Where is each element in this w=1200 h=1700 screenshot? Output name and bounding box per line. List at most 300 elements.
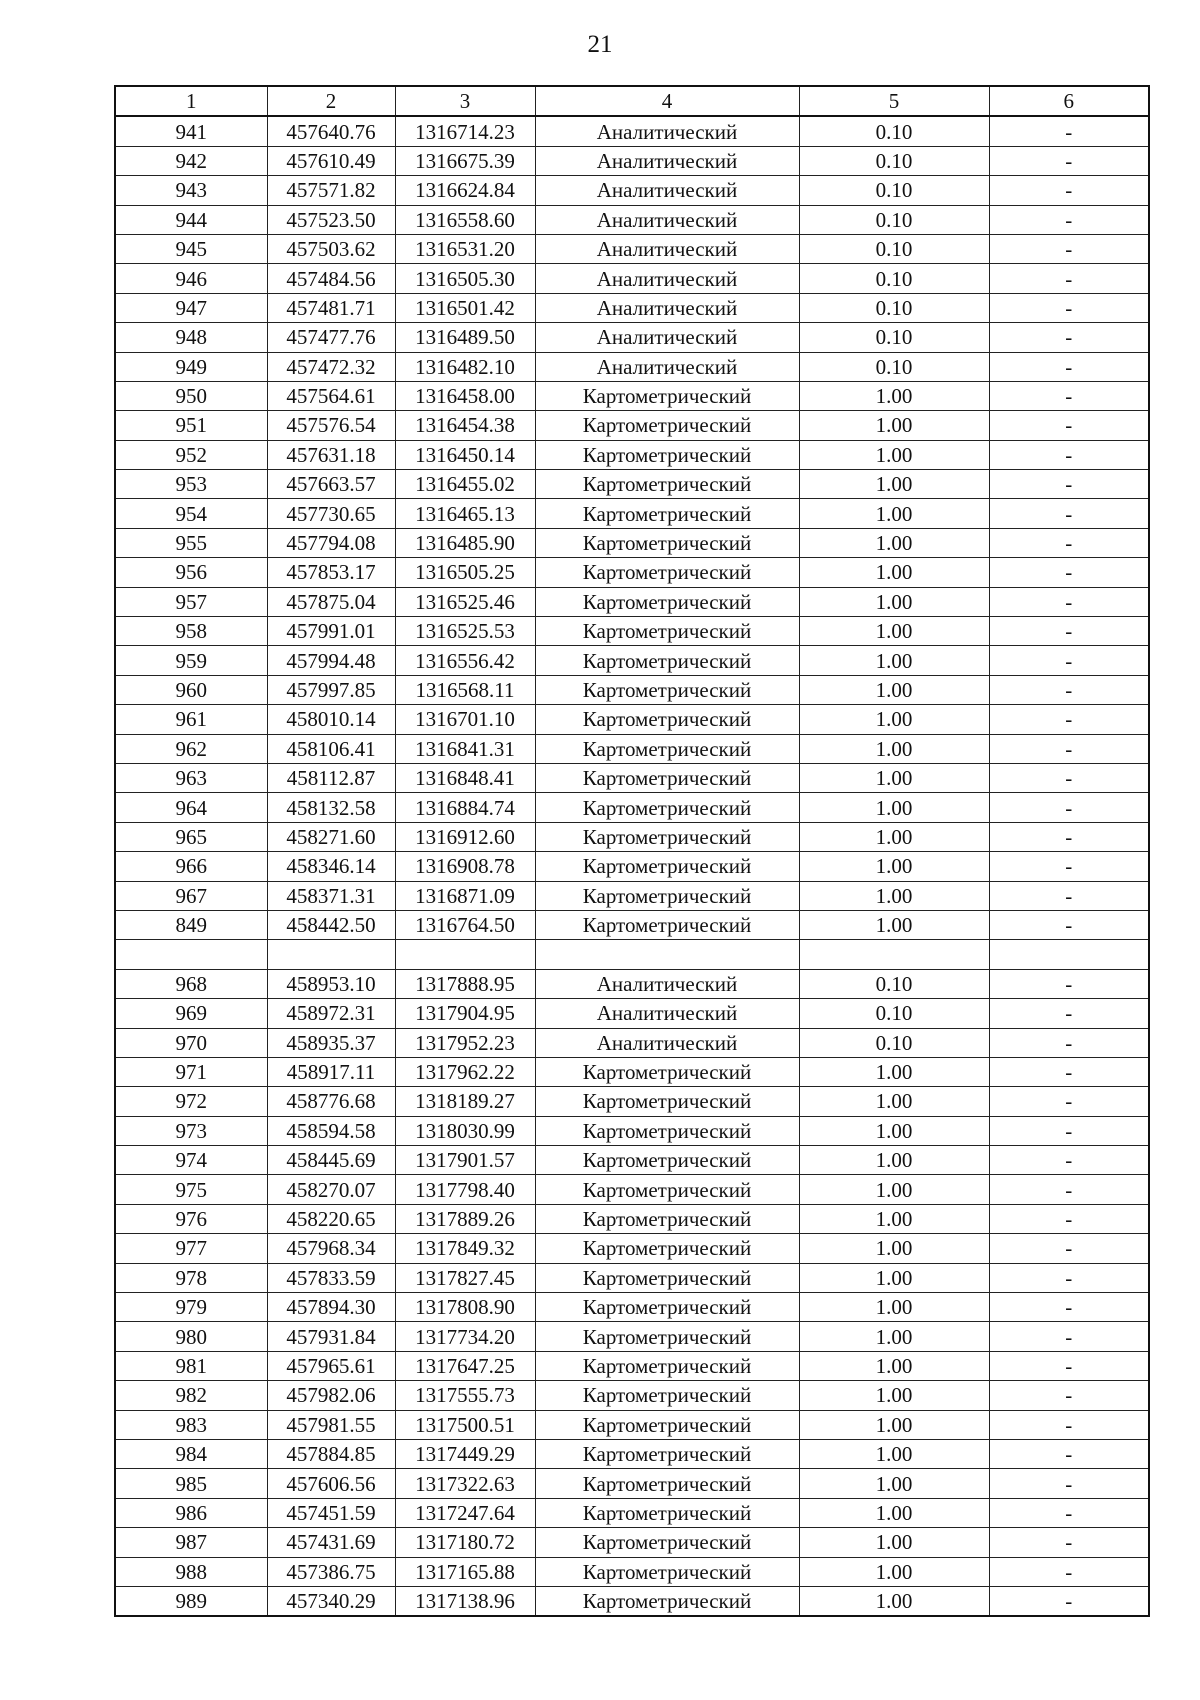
point-number-cell: 949 [115,352,267,381]
y-coordinate-cell: 1317827.45 [395,1263,535,1292]
x-coordinate-cell: 457853.17 [267,558,395,587]
y-coordinate-cell: 1316531.20 [395,234,535,263]
accuracy-cell: 1.00 [799,793,989,822]
method-cell: Картометрический [535,1439,799,1468]
accuracy-cell: 0.10 [799,1028,989,1057]
table-row [115,822,1149,851]
table-row [115,1028,1149,1057]
column-header-3: 3 [395,86,535,116]
point-number-cell: 961 [115,705,267,734]
table-row [115,499,1149,528]
y-coordinate-cell: 1317734.20 [395,1322,535,1351]
table-row [115,1557,1149,1586]
y-coordinate-cell: 1318030.99 [395,1116,535,1145]
y-coordinate-cell: 1316525.46 [395,587,535,616]
y-coordinate-cell: 1316465.13 [395,499,535,528]
note-cell [989,940,1149,969]
table-row [115,675,1149,704]
accuracy-cell: 1.00 [799,1204,989,1233]
y-coordinate-cell: 1317849.32 [395,1234,535,1263]
accuracy-cell: 1.00 [799,1410,989,1439]
x-coordinate-cell: 457965.61 [267,1351,395,1380]
point-number-cell: 979 [115,1293,267,1322]
note-cell: - [989,381,1149,410]
table-row [115,1322,1149,1351]
point-number-cell: 970 [115,1028,267,1057]
x-coordinate-cell: 457968.34 [267,1234,395,1263]
method-cell: Картометрический [535,1087,799,1116]
column-header-5: 5 [799,86,989,116]
x-coordinate-cell: 457931.84 [267,1322,395,1351]
table-row [115,1204,1149,1233]
y-coordinate-cell: 1316455.02 [395,470,535,499]
column-header-1: 1 [115,86,267,116]
table-row [115,411,1149,440]
point-number-cell: 953 [115,470,267,499]
note-cell: - [989,558,1149,587]
method-cell: Картометрический [535,793,799,822]
method-cell: Картометрический [535,852,799,881]
table-row [115,1586,1149,1616]
x-coordinate-cell: 457523.50 [267,205,395,234]
point-number-cell: 968 [115,969,267,998]
note-cell: - [989,1087,1149,1116]
y-coordinate-cell: 1316458.00 [395,381,535,410]
point-number-cell: 975 [115,1175,267,1204]
point-number-cell: 976 [115,1204,267,1233]
x-coordinate-cell [267,940,395,969]
accuracy-cell: 0.10 [799,999,989,1028]
point-number-cell: 957 [115,587,267,616]
point-number-cell: 973 [115,1116,267,1145]
accuracy-cell: 1.00 [799,558,989,587]
table-body [115,116,1149,1616]
coordinates-table [114,85,1150,1617]
method-cell: Картометрический [535,1175,799,1204]
accuracy-cell: 1.00 [799,910,989,939]
accuracy-cell: 1.00 [799,440,989,469]
method-cell: Картометрический [535,1469,799,1498]
note-cell: - [989,470,1149,499]
note-cell: - [989,646,1149,675]
point-number-cell: 963 [115,763,267,792]
x-coordinate-cell: 458270.07 [267,1175,395,1204]
y-coordinate-cell: 1316558.60 [395,205,535,234]
method-cell: Картометрический [535,881,799,910]
y-coordinate-cell: 1317180.72 [395,1528,535,1557]
accuracy-cell: 1.00 [799,1116,989,1145]
table-row [115,1146,1149,1175]
table-row [115,558,1149,587]
point-number-cell: 982 [115,1381,267,1410]
method-cell: Картометрический [535,440,799,469]
table-row [115,587,1149,616]
column-header-2: 2 [267,86,395,116]
note-cell: - [989,881,1149,910]
note-cell: - [989,323,1149,352]
point-number-cell: 966 [115,852,267,881]
note-cell: - [989,205,1149,234]
point-number-cell: 985 [115,1469,267,1498]
y-coordinate-cell: 1317165.88 [395,1557,535,1586]
x-coordinate-cell: 458271.60 [267,822,395,851]
method-cell: Картометрический [535,822,799,851]
method-cell: Картометрический [535,910,799,939]
y-coordinate-cell: 1317449.29 [395,1439,535,1468]
table-row [115,352,1149,381]
method-cell: Картометрический [535,675,799,704]
table-row [115,116,1149,146]
table-row [115,323,1149,352]
accuracy-cell: 1.00 [799,1439,989,1468]
accuracy-cell: 1.00 [799,1263,989,1292]
y-coordinate-cell: 1316871.09 [395,881,535,910]
x-coordinate-cell: 458132.58 [267,793,395,822]
note-cell: - [989,1498,1149,1527]
accuracy-cell: 0.10 [799,234,989,263]
note-cell: - [989,675,1149,704]
point-number-cell: 977 [115,1234,267,1263]
method-cell: Картометрический [535,734,799,763]
table-row [115,1175,1149,1204]
method-cell: Картометрический [535,1293,799,1322]
accuracy-cell: 1.00 [799,1234,989,1263]
x-coordinate-cell: 458112.87 [267,763,395,792]
accuracy-cell: 1.00 [799,705,989,734]
table-row [115,234,1149,263]
table-row [115,940,1149,969]
accuracy-cell: 1.00 [799,587,989,616]
y-coordinate-cell: 1317247.64 [395,1498,535,1527]
table-row [115,969,1149,998]
x-coordinate-cell: 457610.49 [267,146,395,175]
note-cell: - [989,1410,1149,1439]
note-cell: - [989,793,1149,822]
y-coordinate-cell: 1317555.73 [395,1381,535,1410]
method-cell: Аналитический [535,1028,799,1057]
point-number-cell: 965 [115,822,267,851]
point-number-cell: 980 [115,1322,267,1351]
method-cell: Картометрический [535,763,799,792]
method-cell: Картометрический [535,1322,799,1351]
accuracy-cell: 0.10 [799,205,989,234]
x-coordinate-cell: 458917.11 [267,1057,395,1086]
x-coordinate-cell: 457994.48 [267,646,395,675]
note-cell: - [989,1116,1149,1145]
y-coordinate-cell: 1317901.57 [395,1146,535,1175]
note-cell: - [989,234,1149,263]
table-row [115,617,1149,646]
accuracy-cell: 0.10 [799,969,989,998]
method-cell: Картометрический [535,470,799,499]
table-row [115,705,1149,734]
method-cell: Аналитический [535,293,799,322]
note-cell: - [989,176,1149,205]
point-number-cell: 987 [115,1528,267,1557]
accuracy-cell: 1.00 [799,852,989,881]
accuracy-cell: 1.00 [799,1351,989,1380]
accuracy-cell: 1.00 [799,1087,989,1116]
table-row [115,1528,1149,1557]
method-cell: Картометрический [535,705,799,734]
y-coordinate-cell: 1317904.95 [395,999,535,1028]
note-cell: - [989,528,1149,557]
accuracy-cell: 1.00 [799,1322,989,1351]
table-row [115,440,1149,469]
accuracy-cell: 1.00 [799,734,989,763]
x-coordinate-cell: 457472.32 [267,352,395,381]
x-coordinate-cell: 458953.10 [267,969,395,998]
accuracy-cell: 1.00 [799,1293,989,1322]
accuracy-cell: 1.00 [799,646,989,675]
y-coordinate-cell: 1317888.95 [395,969,535,998]
table-row [115,1439,1149,1468]
column-header-6: 6 [989,86,1149,116]
y-coordinate-cell: 1317322.63 [395,1469,535,1498]
point-number-cell: 943 [115,176,267,205]
x-coordinate-cell: 458106.41 [267,734,395,763]
x-coordinate-cell: 457631.18 [267,440,395,469]
y-coordinate-cell: 1316675.39 [395,146,535,175]
x-coordinate-cell: 457730.65 [267,499,395,528]
note-cell: - [989,587,1149,616]
method-cell: Картометрический [535,1234,799,1263]
table-row [115,1116,1149,1145]
method-cell: Картометрический [535,646,799,675]
x-coordinate-cell: 458935.37 [267,1028,395,1057]
method-cell: Картометрический [535,1263,799,1292]
accuracy-cell: 1.00 [799,1586,989,1616]
accuracy-cell: 1.00 [799,1057,989,1086]
table-row [115,734,1149,763]
y-coordinate-cell: 1316505.25 [395,558,535,587]
table-row [115,1410,1149,1439]
x-coordinate-cell: 457794.08 [267,528,395,557]
method-cell: Аналитический [535,969,799,998]
table-row [115,470,1149,499]
y-coordinate-cell: 1317808.90 [395,1293,535,1322]
y-coordinate-cell: 1317500.51 [395,1410,535,1439]
point-number-cell: 952 [115,440,267,469]
method-cell [535,940,799,969]
y-coordinate-cell: 1317889.26 [395,1204,535,1233]
point-number-cell: 967 [115,881,267,910]
note-cell: - [989,1557,1149,1586]
note-cell: - [989,1146,1149,1175]
note-cell: - [989,1234,1149,1263]
method-cell: Аналитический [535,999,799,1028]
table-row [115,1263,1149,1292]
point-number-cell: 959 [115,646,267,675]
table-row [115,1351,1149,1380]
x-coordinate-cell: 457884.85 [267,1439,395,1468]
method-cell: Аналитический [535,176,799,205]
point-number-cell: 972 [115,1087,267,1116]
note-cell: - [989,1528,1149,1557]
method-cell: Картометрический [535,1057,799,1086]
x-coordinate-cell: 457833.59 [267,1263,395,1292]
note-cell: - [989,617,1149,646]
note-cell: - [989,999,1149,1028]
x-coordinate-cell: 457564.61 [267,381,395,410]
note-cell: - [989,440,1149,469]
y-coordinate-cell: 1316764.50 [395,910,535,939]
point-number-cell: 956 [115,558,267,587]
x-coordinate-cell: 458346.14 [267,852,395,881]
note-cell: - [989,293,1149,322]
method-cell: Картометрический [535,1116,799,1145]
method-cell: Картометрический [535,1204,799,1233]
y-coordinate-cell: 1316505.30 [395,264,535,293]
x-coordinate-cell: 457606.56 [267,1469,395,1498]
accuracy-cell: 1.00 [799,675,989,704]
method-cell: Картометрический [535,528,799,557]
point-number-cell: 988 [115,1557,267,1586]
y-coordinate-cell: 1317138.96 [395,1586,535,1616]
point-number-cell [115,940,267,969]
x-coordinate-cell: 457640.76 [267,116,395,146]
note-cell: - [989,264,1149,293]
note-cell: - [989,734,1149,763]
y-coordinate-cell [395,940,535,969]
table-row [115,763,1149,792]
point-number-cell: 969 [115,999,267,1028]
table-header-row [115,86,1149,116]
point-number-cell: 955 [115,528,267,557]
x-coordinate-cell: 457431.69 [267,1528,395,1557]
point-number-cell: 984 [115,1439,267,1468]
y-coordinate-cell: 1317647.25 [395,1351,535,1380]
note-cell: - [989,705,1149,734]
note-cell: - [989,1469,1149,1498]
y-coordinate-cell: 1316489.50 [395,323,535,352]
x-coordinate-cell: 457997.85 [267,675,395,704]
point-number-cell: 954 [115,499,267,528]
y-coordinate-cell: 1316908.78 [395,852,535,881]
point-number-cell: 974 [115,1146,267,1175]
x-coordinate-cell: 458220.65 [267,1204,395,1233]
method-cell: Картометрический [535,1381,799,1410]
y-coordinate-cell: 1316841.31 [395,734,535,763]
note-cell: - [989,411,1149,440]
table-row [115,1234,1149,1263]
point-number-cell: 986 [115,1498,267,1527]
accuracy-cell: 1.00 [799,470,989,499]
note-cell: - [989,969,1149,998]
method-cell: Картометрический [535,1528,799,1557]
table-row [115,293,1149,322]
point-number-cell: 983 [115,1410,267,1439]
x-coordinate-cell: 458371.31 [267,881,395,910]
table-row [115,528,1149,557]
x-coordinate-cell: 458972.31 [267,999,395,1028]
point-number-cell: 978 [115,1263,267,1292]
table-row [115,881,1149,910]
y-coordinate-cell: 1316454.38 [395,411,535,440]
table-row [115,176,1149,205]
x-coordinate-cell: 457991.01 [267,617,395,646]
note-cell: - [989,1293,1149,1322]
column-header-4: 4 [535,86,799,116]
y-coordinate-cell: 1316701.10 [395,705,535,734]
accuracy-cell: 0.10 [799,323,989,352]
table-row [115,793,1149,822]
accuracy-cell: 1.00 [799,528,989,557]
table-row [115,999,1149,1028]
y-coordinate-cell: 1316884.74 [395,793,535,822]
y-coordinate-cell: 1316482.10 [395,352,535,381]
note-cell: - [989,1175,1149,1204]
x-coordinate-cell: 457484.56 [267,264,395,293]
accuracy-cell: 1.00 [799,381,989,410]
table-row [115,1057,1149,1086]
y-coordinate-cell: 1317952.23 [395,1028,535,1057]
note-cell: - [989,763,1149,792]
method-cell: Картометрический [535,1557,799,1586]
method-cell: Картометрический [535,617,799,646]
point-number-cell: 941 [115,116,267,146]
y-coordinate-cell: 1317962.22 [395,1057,535,1086]
x-coordinate-cell: 457481.71 [267,293,395,322]
method-cell: Картометрический [535,1146,799,1175]
note-cell: - [989,1351,1149,1380]
x-coordinate-cell: 457503.62 [267,234,395,263]
table-row [115,1498,1149,1527]
x-coordinate-cell: 457663.57 [267,470,395,499]
x-coordinate-cell: 457576.54 [267,411,395,440]
table-row [115,852,1149,881]
accuracy-cell: 0.10 [799,176,989,205]
y-coordinate-cell: 1318189.27 [395,1087,535,1116]
method-cell: Аналитический [535,352,799,381]
y-coordinate-cell: 1316556.42 [395,646,535,675]
method-cell: Картометрический [535,381,799,410]
y-coordinate-cell: 1316485.90 [395,528,535,557]
point-number-cell: 947 [115,293,267,322]
x-coordinate-cell: 458442.50 [267,910,395,939]
x-coordinate-cell: 457571.82 [267,176,395,205]
accuracy-cell: 1.00 [799,1469,989,1498]
method-cell: Аналитический [535,116,799,146]
x-coordinate-cell: 458776.68 [267,1087,395,1116]
method-cell: Картометрический [535,1351,799,1380]
note-cell: - [989,1204,1149,1233]
y-coordinate-cell: 1316848.41 [395,763,535,792]
x-coordinate-cell: 457894.30 [267,1293,395,1322]
table-row [115,146,1149,175]
method-cell: Картометрический [535,1498,799,1527]
accuracy-cell: 1.00 [799,1498,989,1527]
y-coordinate-cell: 1316450.14 [395,440,535,469]
accuracy-cell: 1.00 [799,1528,989,1557]
method-cell: Аналитический [535,264,799,293]
table-row [115,205,1149,234]
method-cell: Аналитический [535,146,799,175]
note-cell: - [989,1381,1149,1410]
table-row [115,1381,1149,1410]
y-coordinate-cell: 1316714.23 [395,116,535,146]
accuracy-cell: 1.00 [799,1557,989,1586]
point-number-cell: 958 [115,617,267,646]
note-cell: - [989,1586,1149,1616]
point-number-cell: 962 [115,734,267,763]
accuracy-cell: 1.00 [799,1175,989,1204]
method-cell: Картометрический [535,411,799,440]
accuracy-cell [799,940,989,969]
note-cell: - [989,1028,1149,1057]
accuracy-cell: 0.10 [799,264,989,293]
y-coordinate-cell: 1316568.11 [395,675,535,704]
